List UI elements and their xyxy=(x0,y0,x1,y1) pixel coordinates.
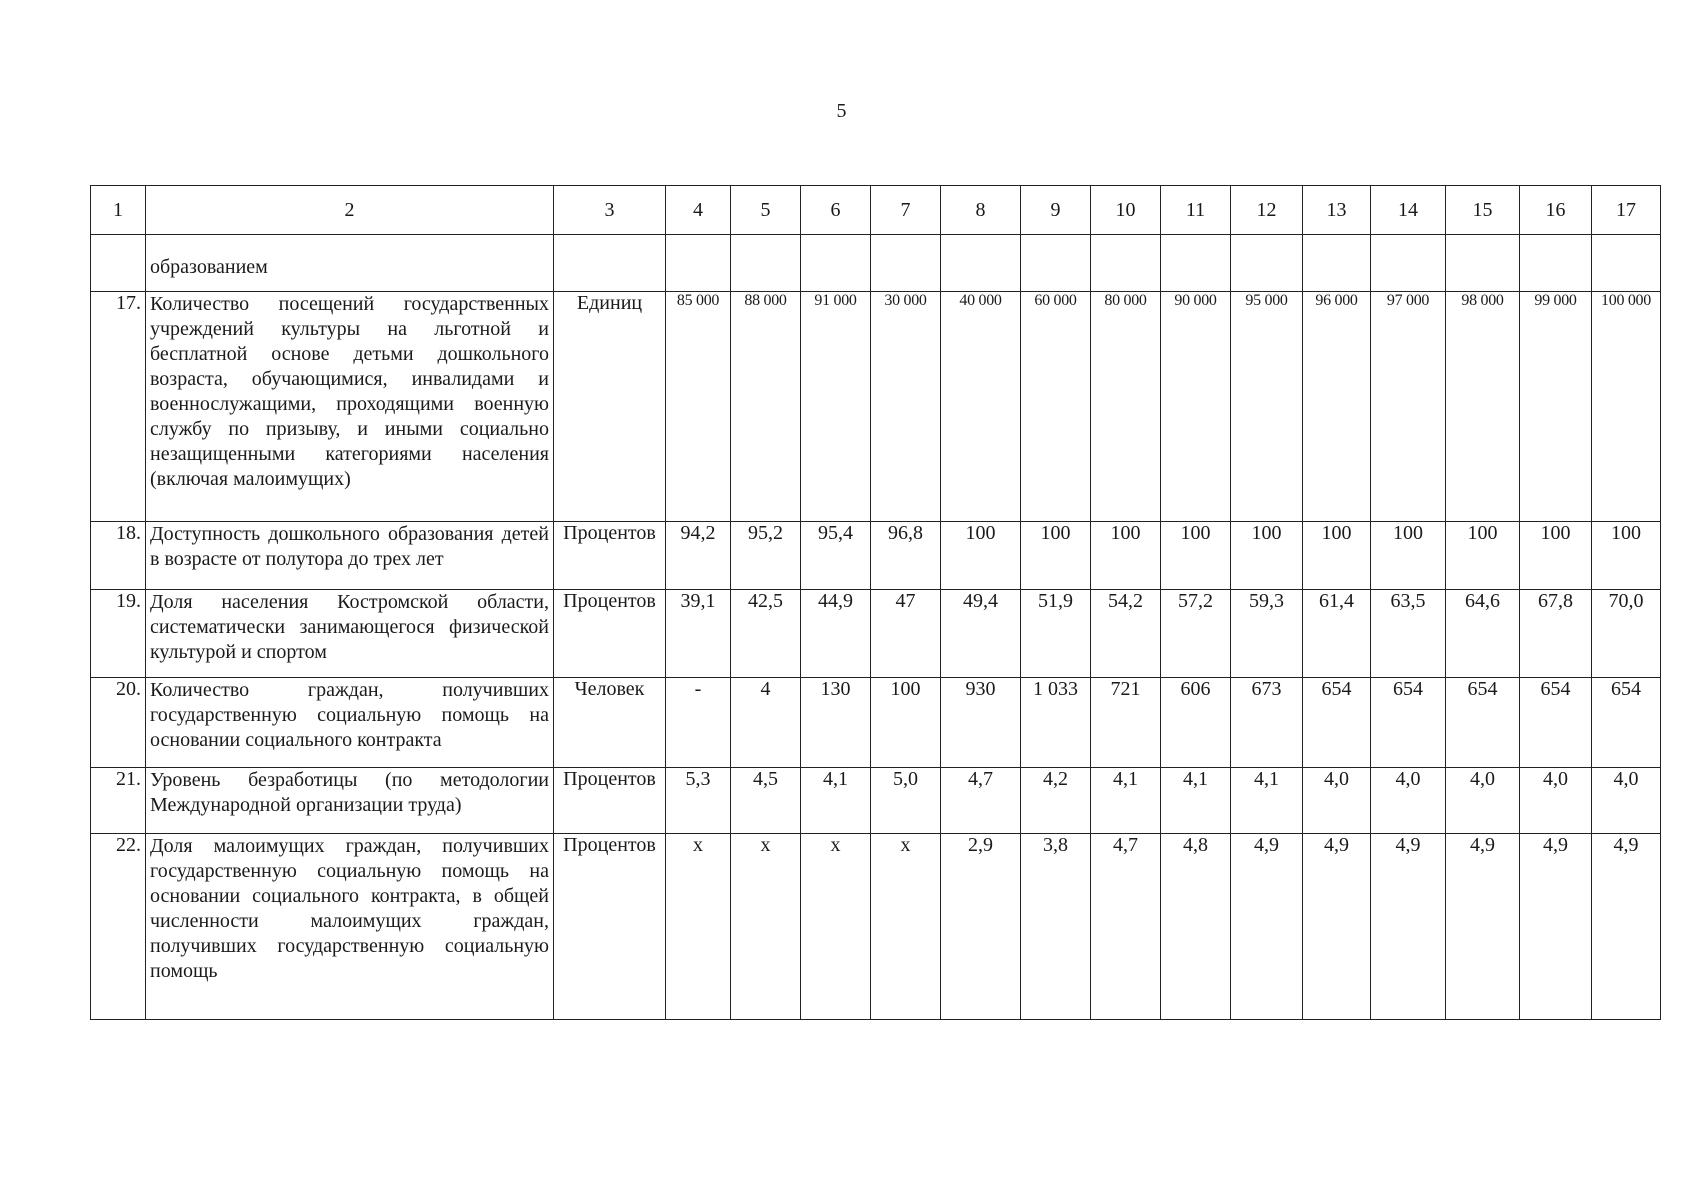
column-header-12: 12 xyxy=(1231,186,1303,235)
value-cell: 64,6 xyxy=(1446,590,1520,678)
table-row xyxy=(91,834,1661,1020)
value-cell: 30 000 xyxy=(871,292,941,522)
column-header-10: 10 xyxy=(1091,186,1161,235)
page-number: 5 xyxy=(836,100,847,122)
value-cell: 100 xyxy=(1446,522,1520,590)
value-cell: 97 000 xyxy=(1371,292,1446,522)
value-cell: 57,2 xyxy=(1161,590,1231,678)
value-cell: 90 000 xyxy=(1161,292,1231,522)
value-cell: 54,2 xyxy=(1091,590,1161,678)
row-number: 22. xyxy=(91,834,146,1020)
row-number: 20. xyxy=(91,678,146,768)
indicator-description: Уровень безработицы (по методологии Международной организации труда) xyxy=(146,768,554,834)
column-header-1: 1 xyxy=(91,186,146,235)
value-cell: 4,1 xyxy=(1091,768,1161,834)
unit-cell: Процентов xyxy=(554,522,666,590)
continuation-empty-cell xyxy=(1091,235,1161,292)
continuation-empty-cell xyxy=(554,235,666,292)
indicator-description: Доступность дошкольного образования детей в возрасте от полутора до трех лет xyxy=(146,522,554,590)
value-cell: 40 000 xyxy=(941,292,1021,522)
value-cell: 654 xyxy=(1303,678,1371,768)
value-cell: 4,9 xyxy=(1231,834,1303,1020)
column-header-3: 3 xyxy=(554,186,666,235)
value-cell: 96,8 xyxy=(871,522,941,590)
value-cell: 42,5 xyxy=(731,590,801,678)
row-number: 18. xyxy=(91,522,146,590)
value-cell: 49,4 xyxy=(941,590,1021,678)
value-cell: 51,9 xyxy=(1021,590,1091,678)
continuation-empty-cell xyxy=(1520,235,1592,292)
value-cell: 4,0 xyxy=(1371,768,1446,834)
value-cell: 4,1 xyxy=(801,768,871,834)
value-cell: 4,9 xyxy=(1303,834,1371,1020)
value-cell: 88 000 xyxy=(731,292,801,522)
continuation-text: образованием xyxy=(146,235,554,292)
continuation-empty-cell xyxy=(1371,235,1446,292)
value-cell: 61,4 xyxy=(1303,590,1371,678)
indicator-description: Количество посещений государственных учреждений культуры на льготной и бесплатной основе детьми дошкольного возраста, обучающимися, инвалидами и военнослужащими, проходящими военную службу по призыву, и иными социально незащищенными категориями населения (включая малоимущих) xyxy=(146,292,554,522)
unit-cell: Процентов xyxy=(554,590,666,678)
value-cell: 67,8 xyxy=(1520,590,1592,678)
value-cell: 4,1 xyxy=(1231,768,1303,834)
table-row xyxy=(91,522,1661,590)
value-cell: 100 xyxy=(1161,522,1231,590)
value-cell: - xyxy=(666,678,731,768)
continuation-empty-cell xyxy=(1161,235,1231,292)
value-cell: 1 033 xyxy=(1021,678,1091,768)
value-cell: 2,9 xyxy=(941,834,1021,1020)
value-cell: 100 xyxy=(1021,522,1091,590)
value-cell: 4,9 xyxy=(1446,834,1520,1020)
value-cell: 4,0 xyxy=(1303,768,1371,834)
row-number: 21. xyxy=(91,768,146,834)
value-cell: 44,9 xyxy=(801,590,871,678)
column-header-11: 11 xyxy=(1161,186,1231,235)
value-cell: 100 xyxy=(941,522,1021,590)
value-cell: 654 xyxy=(1371,678,1446,768)
column-header-5: 5 xyxy=(731,186,801,235)
column-header-7: 7 xyxy=(871,186,941,235)
value-cell: 4,1 xyxy=(1161,768,1231,834)
column-header-17: 17 xyxy=(1592,186,1661,235)
continuation-empty-cell xyxy=(666,235,731,292)
column-header-9: 9 xyxy=(1021,186,1091,235)
value-cell: 4,8 xyxy=(1161,834,1231,1020)
value-cell: 59,3 xyxy=(1231,590,1303,678)
value-cell: 673 xyxy=(1231,678,1303,768)
table-row xyxy=(91,292,1661,522)
value-cell: 100 xyxy=(1371,522,1446,590)
value-cell: 4,7 xyxy=(941,768,1021,834)
value-cell: 99 000 xyxy=(1520,292,1592,522)
value-cell: x xyxy=(666,834,731,1020)
table-row xyxy=(91,768,1661,834)
value-cell: 654 xyxy=(1592,678,1661,768)
row-number: 19. xyxy=(91,590,146,678)
value-cell: x xyxy=(801,834,871,1020)
value-cell: 95 000 xyxy=(1231,292,1303,522)
indicator-description: Доля малоимущих граждан, получивших государственную социальную помощь на основании социального контракта, в общей численности малоимущих граждан, получивших государственную социальную помощь xyxy=(146,834,554,1020)
column-header-16: 16 xyxy=(1520,186,1592,235)
value-cell: 4,0 xyxy=(1592,768,1661,834)
table-row xyxy=(91,590,1661,678)
column-header-6: 6 xyxy=(801,186,871,235)
value-cell: 4,0 xyxy=(1520,768,1592,834)
unit-cell: Человек xyxy=(554,678,666,768)
value-cell: 98 000 xyxy=(1446,292,1520,522)
value-cell: 4,7 xyxy=(1091,834,1161,1020)
indicator-description: Доля населения Костромской области, систематически занимающегося физической культурой и спортом xyxy=(146,590,554,678)
continuation-empty-cell xyxy=(731,235,801,292)
value-cell: 4 xyxy=(731,678,801,768)
value-cell: 4,5 xyxy=(731,768,801,834)
value-cell: 930 xyxy=(941,678,1021,768)
value-cell: 4,2 xyxy=(1021,768,1091,834)
value-cell: 100 xyxy=(1091,522,1161,590)
value-cell: 85 000 xyxy=(666,292,731,522)
value-cell: 47 xyxy=(871,590,941,678)
value-cell: 91 000 xyxy=(801,292,871,522)
column-header-13: 13 xyxy=(1303,186,1371,235)
value-cell: 100 xyxy=(1231,522,1303,590)
value-cell: 80 000 xyxy=(1091,292,1161,522)
value-cell: 95,2 xyxy=(731,522,801,590)
continuation-empty-cell xyxy=(1021,235,1091,292)
value-cell: 4,9 xyxy=(1520,834,1592,1020)
value-cell: 60 000 xyxy=(1021,292,1091,522)
value-cell: 130 xyxy=(801,678,871,768)
column-header-4: 4 xyxy=(666,186,731,235)
value-cell: x xyxy=(731,834,801,1020)
continuation-row xyxy=(91,235,1661,292)
row-number: 17. xyxy=(91,292,146,522)
continuation-empty-cell xyxy=(1303,235,1371,292)
value-cell: 4,0 xyxy=(1446,768,1520,834)
continuation-empty-cell xyxy=(801,235,871,292)
column-header-8: 8 xyxy=(941,186,1021,235)
value-cell: 5,0 xyxy=(871,768,941,834)
unit-cell: Процентов xyxy=(554,834,666,1020)
value-cell: x xyxy=(871,834,941,1020)
value-cell: 3,8 xyxy=(1021,834,1091,1020)
continuation-empty-cell xyxy=(1592,235,1661,292)
column-header-15: 15 xyxy=(1446,186,1520,235)
continuation-empty-cell xyxy=(871,235,941,292)
value-cell: 100 xyxy=(871,678,941,768)
value-cell: 4,9 xyxy=(1371,834,1446,1020)
value-cell: 100 xyxy=(1303,522,1371,590)
value-cell: 100 xyxy=(1520,522,1592,590)
value-cell: 721 xyxy=(1091,678,1161,768)
value-cell: 96 000 xyxy=(1303,292,1371,522)
continuation-empty-cell xyxy=(1231,235,1303,292)
column-header-2: 2 xyxy=(146,186,554,235)
table-row xyxy=(91,678,1661,768)
value-cell: 654 xyxy=(1520,678,1592,768)
value-cell: 100 000 xyxy=(1592,292,1661,522)
unit-cell: Процентов xyxy=(554,768,666,834)
continuation-num-cell xyxy=(91,235,146,292)
value-cell: 63,5 xyxy=(1371,590,1446,678)
indicators-table xyxy=(90,185,1661,1020)
unit-cell: Единиц xyxy=(554,292,666,522)
value-cell: 70,0 xyxy=(1592,590,1661,678)
continuation-empty-cell xyxy=(1446,235,1520,292)
indicator-description: Количество граждан, получивших государственную социальную помощь на основании социального контракта xyxy=(146,678,554,768)
header-row xyxy=(91,186,1661,235)
value-cell: 39,1 xyxy=(666,590,731,678)
continuation-empty-cell xyxy=(941,235,1021,292)
column-header-14: 14 xyxy=(1371,186,1446,235)
value-cell: 100 xyxy=(1592,522,1661,590)
value-cell: 606 xyxy=(1161,678,1231,768)
value-cell: 94,2 xyxy=(666,522,731,590)
value-cell: 95,4 xyxy=(801,522,871,590)
value-cell: 654 xyxy=(1446,678,1520,768)
value-cell: 5,3 xyxy=(666,768,731,834)
value-cell: 4,9 xyxy=(1592,834,1661,1020)
